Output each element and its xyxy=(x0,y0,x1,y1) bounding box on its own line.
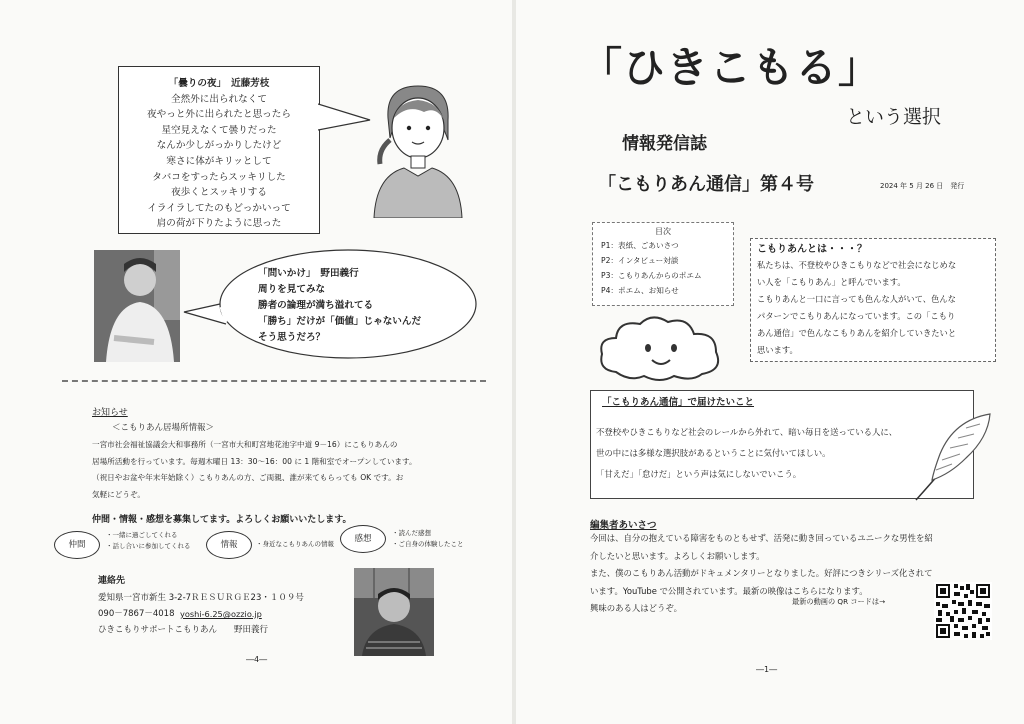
about-line: こもりあんと一口に言っても色んな人がいて、色んな xyxy=(757,294,956,304)
poem-line: 肩の荷が下りたように思った xyxy=(156,218,282,230)
recruit-circle-impressions: 感想 xyxy=(340,525,386,553)
recruit-note: ・ご自身の体験したこと xyxy=(392,540,464,548)
poem-line: 星空見えなくて曇りだった xyxy=(161,124,277,136)
greeting-line: 今回は、自分の抱えている障害をものともせず、活発に動き回っているユニークな男性を紹 xyxy=(590,533,933,543)
about-line: あん通信」で色んなこもりあんを紹介していきたいと xyxy=(757,328,957,338)
page-number-left: ―4― xyxy=(246,655,268,664)
recruit-note: ・話し合いに参加してくれる xyxy=(106,542,191,550)
qr-code-icon[interactable] xyxy=(934,582,992,640)
contact-heading: 連絡先 xyxy=(98,576,126,586)
notice-line: （祝日やお盆や年末年始除く）こもりあんの方、ご両親、誰が来てもらっても OK です。お xyxy=(92,473,404,482)
poem-line: 寒さに体がキリッとして xyxy=(166,155,272,167)
member-photo-2 xyxy=(354,568,434,656)
magazine-label: 情報発信誌 xyxy=(622,134,707,154)
message-body xyxy=(596,422,897,485)
message-line: 「甘えだ」「怠けだ」という声は気にしないでいこう。 xyxy=(596,469,802,479)
poem-line: タバコをすったらスッキリした xyxy=(152,171,286,183)
member-photo-1 xyxy=(94,250,180,362)
main-subtitle: という選択 xyxy=(846,106,942,128)
poem-box xyxy=(118,66,320,234)
question-line: 勝者の論理が満ち溢れてる xyxy=(258,300,374,311)
greeting-line: います。YouTube で公開されています。最新の映像はこちらになります。 xyxy=(590,585,868,596)
page-number-right: ―1― xyxy=(756,665,778,674)
cloud-face-icon xyxy=(596,312,726,384)
woman-illustration-icon xyxy=(368,80,468,218)
question-line: 周りを見てみな xyxy=(258,284,326,295)
toc-item[interactable]: P3：こもりあんからのポエム xyxy=(601,271,702,280)
poem-line: 夜やっと外に出られたと思ったら xyxy=(147,109,291,121)
about-line: パターンでこもりあんになっています。この「こもり xyxy=(757,311,956,321)
about-line: 思います。 xyxy=(757,345,798,355)
recruit-note: ・一緒に過ごしてくれる xyxy=(106,531,178,539)
poem-title: 「曇りの夜」 近藤芳枝 xyxy=(168,78,270,89)
message-heading: 「こもりあん通信」で届けたいこと xyxy=(602,397,755,408)
greeting-line: 介したいと思います。よろしくお願いします。 xyxy=(590,550,765,561)
contact-address: 愛知県一宮市新生 3-2-7ＲＥＳＵＲＧＥ23・１０９号 xyxy=(98,593,304,603)
notice-line: 気軽にどうぞ。 xyxy=(92,489,146,499)
contact-org: ひきこもりサポートこもりあん 野田義行 xyxy=(98,625,269,635)
question-title: 「問いかけ」 野田義行 xyxy=(258,268,359,279)
about-line: 私たちは、不登校やひきこもりなどで社会になじめな xyxy=(757,260,957,270)
notice-line: 一宮市社会福祉協議会大和事務所（一宮市大和町宮地花池字中道 9－16）にこもりあんの xyxy=(92,440,398,449)
poem-box-tail xyxy=(318,100,374,140)
question-line: 「勝ち」だけが「価値」じゃないんだ xyxy=(258,316,422,327)
contact-email-link[interactable]: yoshi-6.25@ozzio.jp xyxy=(180,609,262,619)
issue-title: 「こもりあん通信」第４号 xyxy=(598,174,814,195)
message-line: 世の中には多様な選択肢があるということに気付いてほしい。 xyxy=(596,448,831,458)
greeting-line: 興味のある人はどうぞ。 xyxy=(590,603,682,613)
recruit-note: ・読んだ感想 xyxy=(392,529,431,537)
recruit-notes-friends xyxy=(106,530,191,552)
contact-phone: 090－7867－4018 xyxy=(98,609,175,619)
qr-caption: 最新の動画の QR コードは→ xyxy=(792,597,886,606)
about-line: い人を「こもりあん」と呼んでいます。 xyxy=(757,277,906,287)
recruit-notes-impressions xyxy=(392,528,464,550)
poem-line: 全然外に出られなくて xyxy=(171,93,267,105)
toc-box xyxy=(592,222,734,306)
toc-item[interactable]: P2：インタビュー対談 xyxy=(601,256,679,265)
poem-line: イライラしてたのもどっかいって xyxy=(147,202,291,214)
toc-item[interactable]: P4：ポエム、お知らせ xyxy=(601,286,679,295)
greeting-line: また、僕のこもりあん活動がドキュメンタリーとなりました。好評につきシリーズ化されて xyxy=(590,568,933,578)
toc-heading: 目次 xyxy=(655,227,671,236)
divider xyxy=(62,380,486,382)
notice-subheading: ＜こもりあん居場所情報＞ xyxy=(112,423,215,433)
notice-body xyxy=(92,437,417,503)
poem-line: なんか少しがっかりしたけど xyxy=(156,140,282,152)
notice-line: 居場所活動を行っています。毎週木曜日 13：30～16：00 に 1 階和室でオープンしています。 xyxy=(92,456,417,466)
poem-line: 夜歩くとスッキリする xyxy=(171,187,267,199)
feather-icon xyxy=(910,408,996,504)
greeting-heading: 編集者あいさつ xyxy=(590,520,657,531)
question-text xyxy=(258,266,421,346)
toc-item[interactable]: P1：表紙、ごあいさつ xyxy=(601,241,679,250)
recruit-circle-friends: 仲間 xyxy=(54,531,100,559)
recruit-note: ・身近なこもりあんの情報 xyxy=(256,540,334,548)
question-line: そう思うだろ？ xyxy=(258,332,326,343)
notice-heading: お知らせ xyxy=(92,408,128,418)
main-title: 「ひきこもる」 xyxy=(580,43,882,92)
recruit-circle-info: 情報 xyxy=(206,531,252,559)
about-box xyxy=(750,238,996,362)
message-line: 不登校やひきこもりなど社会のレールから外れて、暗い毎日を送っている人に、 xyxy=(596,427,898,437)
about-heading: こもりあんとは・・・？ xyxy=(757,244,867,255)
issue-date: 2024 年 5 月 26 日 発行 xyxy=(880,182,965,190)
recruit-heading: 仲間・情報・感想を募集してます。よろしくお願いいたします。 xyxy=(92,515,352,525)
